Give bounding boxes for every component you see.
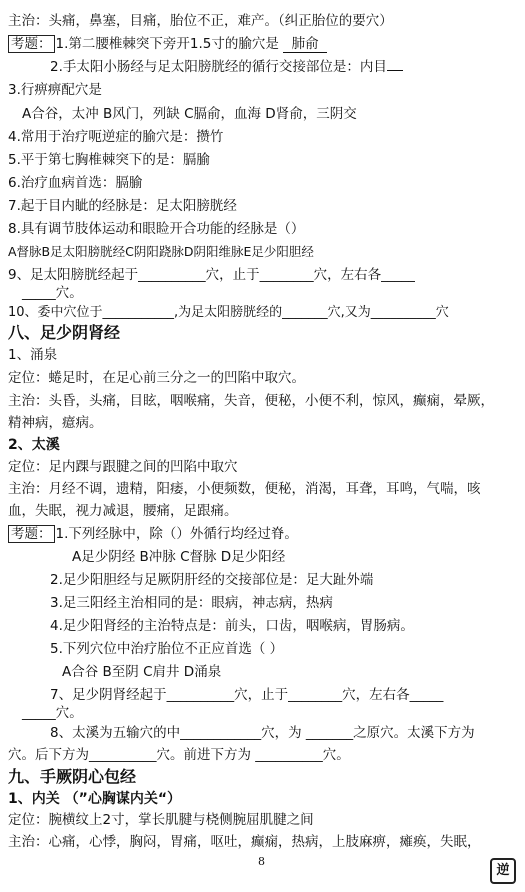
options-line: A足少阴经 B冲脉 C督脉 D足少阳经 [72, 549, 286, 565]
text-line: 3.行痹痹配穴是 [8, 82, 102, 98]
text-line: 8、太溪为五输穴的中____________穴，为 _______之原穴。太溪下方为 [50, 725, 475, 741]
question-line [50, 58, 403, 76]
exam-label: 考题： [8, 525, 55, 543]
text-line: 定位：足内踝与跟腱之间的凹陷中取穴 [8, 459, 238, 475]
text-line: 10、委中穴位于___________,为足太阳膀胱经的_______穴,又为__________穴 [8, 305, 449, 320]
text-line: 7.起于目内眦的经脉是：足太阳膀胱经 [8, 198, 237, 214]
text-line: _____穴。 [22, 285, 83, 301]
options-line: A合谷，太冲 B风门，列缺 C膈俞，血海 D肾俞，三阴交 [22, 106, 357, 122]
text-line: 5.平于第七胸椎棘突下的是：膈腧 [8, 152, 210, 168]
corner-stamp: 逆 [490, 858, 516, 884]
text-line: 血，失眠，视力减退，腰痛，足跟痛。 [8, 503, 238, 519]
text-line: 7、足少阴肾经起于__________穴，止于________穴，左右各_____ [50, 687, 444, 703]
options-line: A合谷 B至阴 C肩井 D涌泉 [62, 664, 222, 680]
question-line [8, 525, 298, 543]
question-text: 1.第二腰椎棘突下旁开1.5寸的腧穴是 [55, 36, 284, 52]
text-line: 6.治疗血病首选：膈腧 [8, 175, 143, 191]
text-line: 4.常用于治疗呃逆症的腧穴是：攒竹 [8, 129, 224, 145]
page-number: 8 [258, 855, 265, 868]
text-line: 主治：头痛，鼻塞，目痛，胎位不正，难产。（纠正胎位的要穴） [8, 13, 393, 29]
options-line: A督脉B足太阳膀胱经C阴阳跷脉D阴阳维脉E足少阳胆经 [8, 244, 314, 259]
answer-blank [387, 70, 403, 71]
question-text: 1.下列经脉中，除（）外循行均经过脊。 [55, 526, 298, 542]
question-text: 2.手太阳小肠经与足太阳膀胱经的循行交接部位是：内目 [50, 59, 387, 75]
exam-label: 考题： [8, 35, 55, 53]
section-heading: 九、手厥阴心包经 [8, 767, 137, 786]
text-line: 定位：蜷足时，在足心前三分之一的凹陷中取穴。 [8, 370, 305, 386]
text-line: 穴。后下方为__________穴。前进下方为 __________穴。 [8, 747, 350, 763]
text-line: 5.下列穴位中治疗胎位不正应首选（ ） [50, 641, 284, 657]
section-heading: 八、足少阴肾经 [8, 323, 121, 342]
text-line: 定位：腕横纹上2寸，掌长肌腱与桡侧腕屈肌腱之间 [8, 812, 314, 828]
text-line: 主治：月经不调，遗精，阳痿，小便频数，便秘，消渴，耳聋，耳鸣，气喘，咳 [8, 481, 481, 497]
text-line: 8.具有调节肢体运动和眼睑开合功能的经脉是（） [8, 221, 305, 237]
question-line [8, 35, 327, 53]
answer-blank: 肺俞 [283, 37, 327, 53]
text-line: _____穴。 [22, 705, 83, 721]
text-line: 主治：头昏，头痛，目眩，咽喉痛，失音，便秘，小便不利，惊风，癫痫，晕厥， [8, 393, 494, 409]
text-line: 3.足三阳经主治相同的是：眼病，神志病，热病 [50, 595, 333, 611]
point-title: 1、涌泉 [8, 347, 58, 363]
text-line: 精神病，癔病。 [8, 415, 103, 431]
text-line: 4.足少阳肾经的主治特点是：前头，口齿，咽喉病，胃肠病。 [50, 618, 414, 634]
text-line: 2.足少阳胆经与足厥阴肝经的交接部位是：足大趾外端 [50, 572, 374, 588]
text-line: 9、足太阳膀胱经起于__________穴，止于________穴，左右各_____ [8, 267, 415, 283]
text-line: 主治：心痛，心悸，胸闷，胃痛，呕吐，癫痫，热病，上肢麻痹，瘫痪，失眠， [8, 834, 481, 850]
point-title: 1、内关 （”心胸谋内关“） [8, 791, 182, 807]
point-title: 2、太溪 [8, 437, 60, 453]
